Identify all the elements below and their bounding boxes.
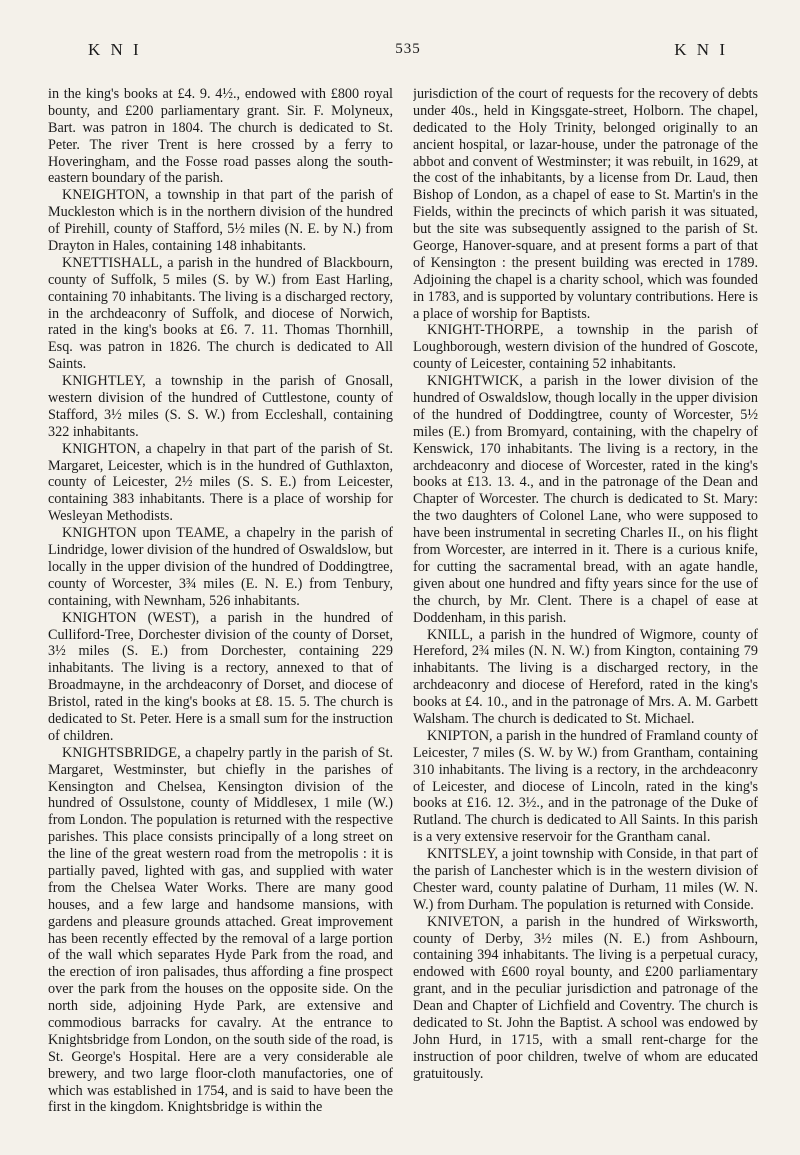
entry-knighton-upon-teame: KNIGHTON upon TEAME, a chapelry in the parish of Lindridge, lower division of the hundred of Oswaldslow, but locally in the upper division of the hundred of Doddingtree, county of Worcester, 3¾ miles (E. N. E.) from Tenbury, containing, with Newnham, 526 inhabitants. <box>48 525 393 609</box>
left-column <box>48 86 393 1126</box>
right-column <box>413 86 758 1126</box>
text-columns <box>48 86 758 1126</box>
page-number: 535 <box>395 41 421 57</box>
entry-knipton: KNIPTON, a parish in the hundred of Framland county of Leicester, 7 miles (S. W. by W.) from Grantham, containing 310 inhabitants. The living is a rectory, in the archdeaconry of Leicester, and diocese of Lincoln, rated in the king's books at £16. 12. 3½., and in the patronage of the Duke of Rutland. The church is dedicated to All Saints. In this parish is a very extensive reservoir for the Grantham canal. <box>413 727 758 846</box>
entry-knettishall: KNETTISHALL, a parish in the hundred of Blackbourn, county of Suffolk, 5 miles (S. by W.) from East Harling, containing 70 inhabitants. The living is a discharged rectory, in the archdeaconry of Suffolk, and diocese of Norwich, rated in the king's books at £6. 7. 11. Thomas Thornhill, Esq. was patron in 1826. The church is dedicated to All Saints. <box>48 254 393 373</box>
entry-knighton: KNIGHTON, a chapelry in that part of the parish of St. Margaret, Leicester, which is in the hundred of Guthlaxton, county of Leicester, 2½ miles (S. S. E.) from Leicester, containing 383 inhabitants. There is a place of worship for Wesleyan Methodists. <box>48 440 393 525</box>
entry-paragraph: in the king's books at £4. 9. 4½., endowed with £800 royal bounty, and £200 parliamentary grant. Sir. F. Molyneux, Bart. was patron in 1804. The church is dedicated to St. Peter. The river Trent is here crossed by a ferry to Hoveringham, and the Fosse road passes along the south-eastern boundary of the parish. <box>48 86 393 187</box>
running-head-left: K N I <box>88 40 142 59</box>
entry-knightwick: KNIGHTWICK, a parish in the lower division of the hundred of Oswaldslow, though locally in the upper division of the hundred of Doddingtree, county of Worcester, 5½ miles (E.) from Bromyard, containing, with the chapelry of Kenswick, 170 inhabitants. The living is a rectory, in the archdeaconry and diocese of Worcester, rated in the king's books at £13. 13. 4., and in the patronage of the Dean and Chapter of Worcester. The church is dedicated to St. Mary: the two daughters of Colonel Lane, who were supposed to have been instrumental in secreting Charles II., on his flight from Worcester, are interred in it. There is a curious knife, for cutting the sacramental bread, with an agate handle, given about one hundred and fifty years since for the use of the church, by Mr. Clent. There is a chapel of ease at Doddenham, in this parish. <box>413 373 758 626</box>
entry-knight-thorpe: KNIGHT-THORPE, a township in the parish of Loughborough, western division of the hundred of Goscote, county of Leicester, containing 52 inhabitants. <box>413 322 758 373</box>
running-head-right: K N I <box>674 40 728 59</box>
entry-knighton-west: KNIGHTON (WEST), a parish in the hundred of Culliford-Tree, Dorchester division of the county of Dorset, 3½ miles (S. E.) from Dorchester, containing 229 inhabitants. The living is a rectory, annexed to that of Broadmayne, in the archdeaconry of Dorset, and diocese of Bristol, rated in the king's books at £8. 15. 5. The church is dedicated to St. Peter. Here is a small sum for the instruction of children. <box>48 609 393 744</box>
running-head <box>88 40 728 64</box>
entry-kneighton: KNEIGHTON, a township in that part of the parish of Muckleston which is in the northern division of the hundred of Pirehill, county of Stafford, 5½ miles (N. E. by N.) from Drayton in Hales, containing 148 inhabitants. <box>48 187 393 255</box>
entry-kniveton: KNIVETON, a parish in the hundred of Wirksworth, county of Derby, 3½ miles (N. E.) from Ashbourn, containing 394 inhabitants. The living is a perpetual curacy, endowed with £600 royal bounty, and £200 parliamentary grant, and in the peculiar jurisdiction and patronage of the Dean and Chapter of Lichfield and Coventry. The church is dedicated to St. John the Baptist. A school was endowed by John Hurd, in 1715, with a small rent-charge for the instruction of poor children, twelve of whom are educated gratuitously. <box>413 913 758 1082</box>
entry-knitsley: KNITSLEY, a joint township with Conside, in that part of the parish of Lanchester which is in the western division of Chester ward, county palatine of Durham, 11 miles (W. N. W.) from Durham. The population is returned with Conside. <box>413 846 758 913</box>
entry-knill: KNILL, a parish in the hundred of Wigmore, county of Hereford, 2¾ miles (N. N. W.) from Kington, containing 79 inhabitants. The living is a discharged rectory, in the archdeaconry and diocese of Hereford, rated in the king's books at £4. 10., and in the patronage of Mrs. A. M. Garbett Walsham. The church is dedicated to St. Michael. <box>413 626 758 727</box>
entry-knightsbridge: KNIGHTSBRIDGE, a chapelry partly in the parish of St. Margaret, Westminster, but chiefly in the parishes of Kensington and Chelsea, Kensington division of the hundred of Ossulstone, county of Middlesex, 1 mile (W.) from London. The population is returned with the respective parishes. This place consists principally of a long street on the line of the great western road from the metropolis : it is partially paved, lighted with gas, and supplied with water from the Chelsea Water Works. There are many good houses, and a few large and handsome mansions, with gardens and pleasure grounds attached. Great improvement has been recently effected by the removal of a large portion of the wall which separates Hyde Park from the road, and the erection of iron palisades, thus affording a fine prospect over the park from the houses on the opposite side. On the north side, adjoining Hyde Park, are extensive and commodious barracks for cavalry. At the entrance to Knightsbridge from London, on the south side of the road, is St. George's Hospital. Here are a very considerable ale brewery, and two large floor-cloth manufactories, one of which was established in 1754, and is said to have been the first in the kingdom. Knightsbridge is within the <box>48 744 393 1116</box>
entry-paragraph: jurisdiction of the court of requests for the recovery of debts under 40s., held in Kingsgate-street, Holborn. The chapel, dedicated to the Holy Trinity, belonged originally to an ancient hospital, or lazar-house, under the patronage of the abbot and convent of Westminster; it was rebuilt, in 1629, at the cost of the inhabitants, by a license from Dr. Laud, then Bishop of London, as a chapel of ease to St. Martin's in the Fields, within the precincts of which parish it was situated, but the site was subsequently assigned to the parish of St. George, Hanover-square, and at present forms a part of that of Kensington : the present building was erected in 1789. Adjoining the chapel is a charity school, which was founded in 1783, and is supported by voluntary contributions. Here is a place of worship for Baptists. <box>413 86 758 322</box>
entry-knightley: KNIGHTLEY, a township in the parish of Gnosall, western division of the hundred of Cuttlestone, county of Stafford, 3½ miles (S. S. W.) from Eccleshall, containing 322 inhabitants. <box>48 373 393 440</box>
